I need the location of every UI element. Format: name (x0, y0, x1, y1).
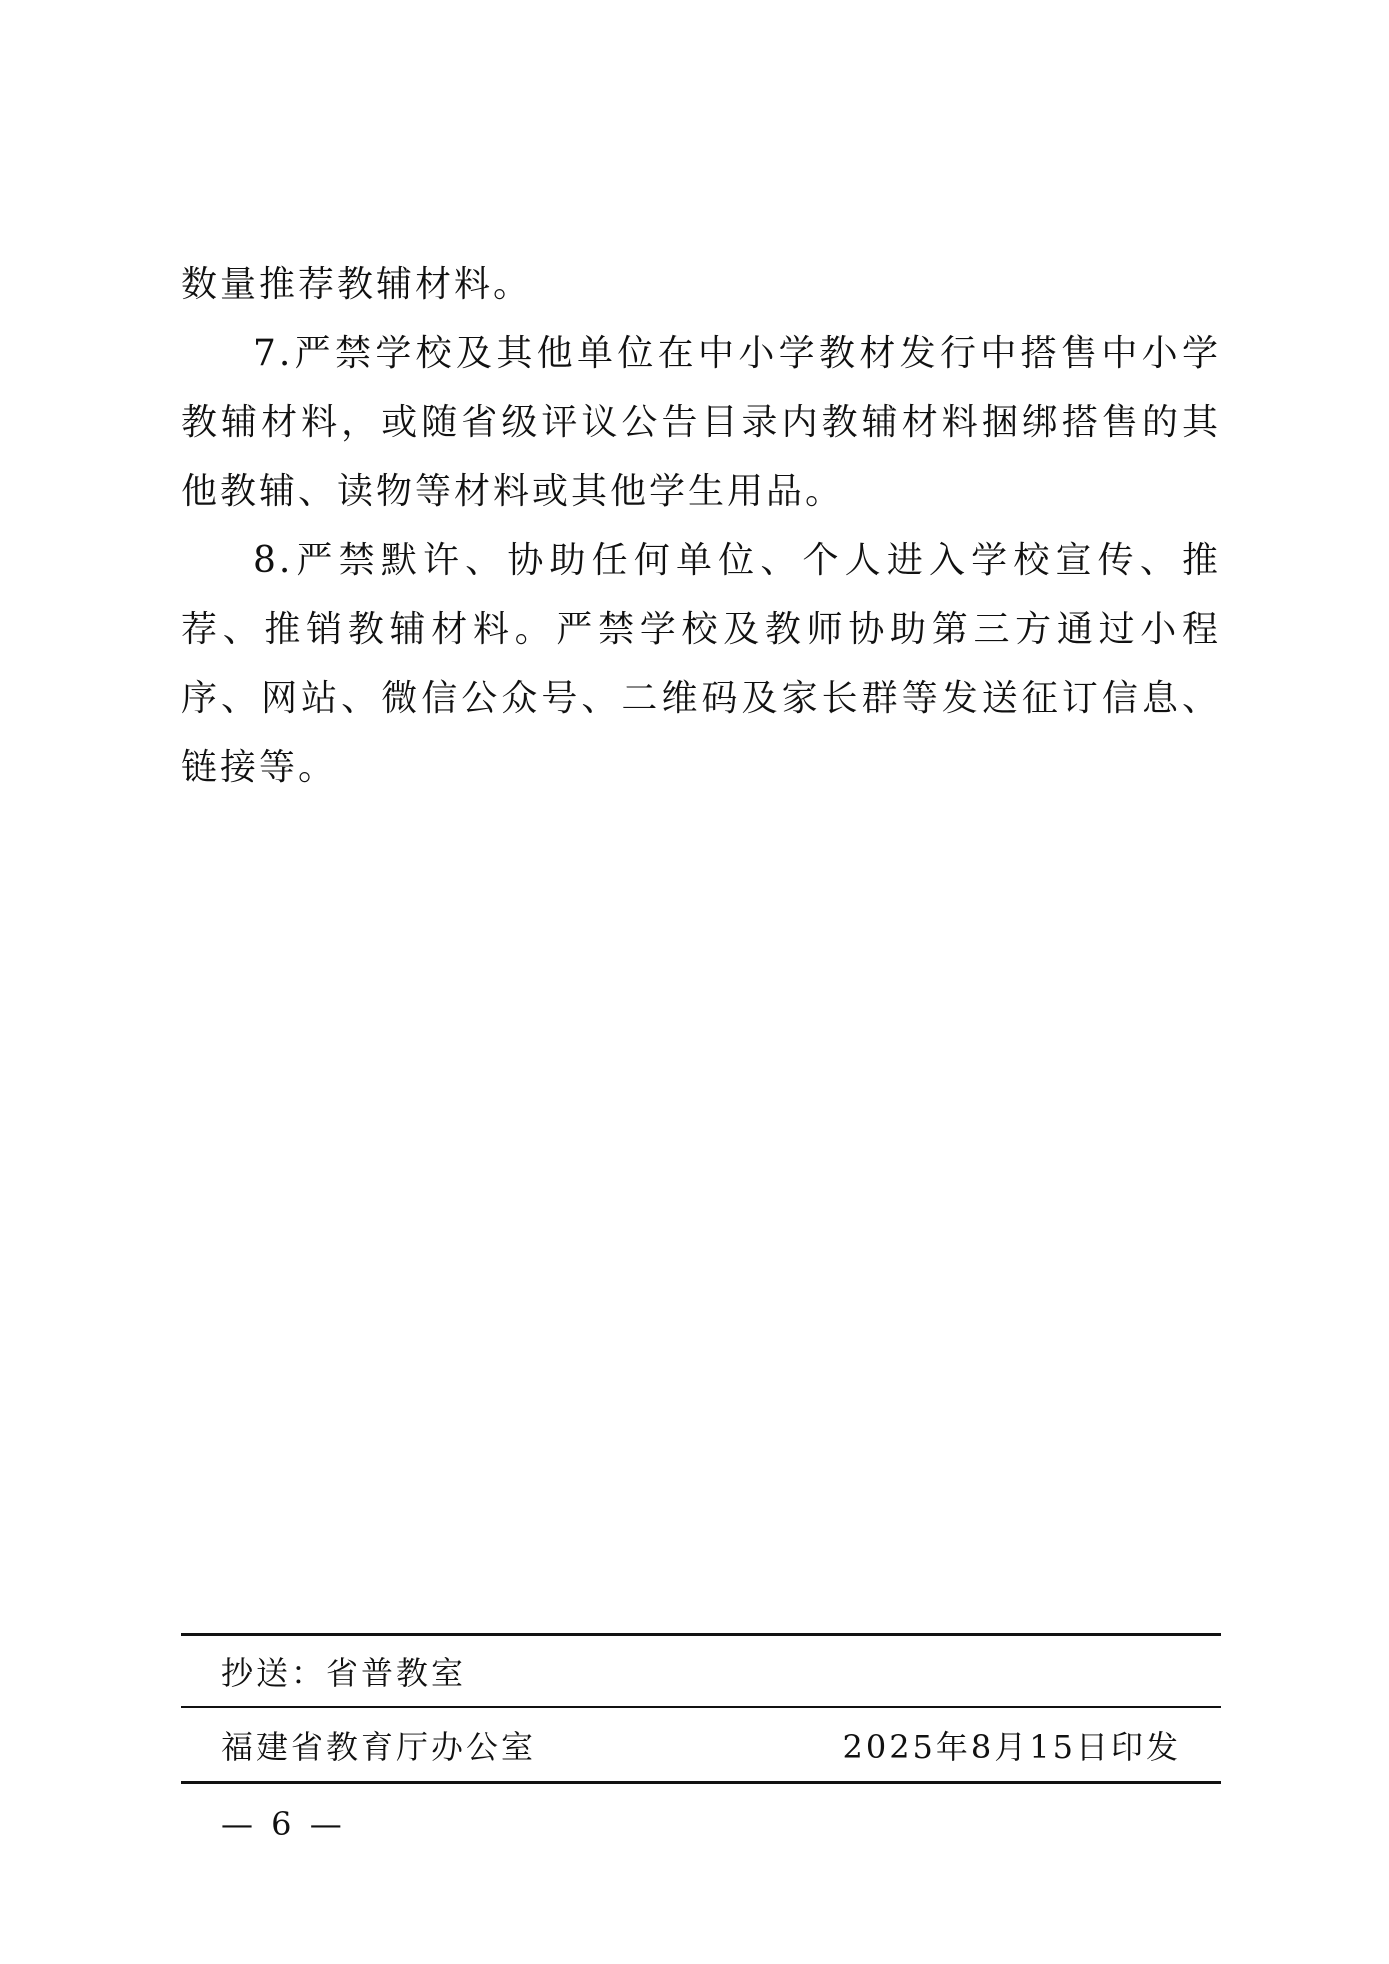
body-text (181, 250, 1221, 802)
issue-line (181, 1708, 1221, 1781)
issue-date-text: 2025年8月15日印发 (842, 1727, 1181, 1766)
item-7-paragraph: 7.严禁学校及其他单位在中小学教材发行中搭售中小学教辅材料，或随省级评议公告目录内教辅材料捆绑搭售的其他教辅、读物等材料或其他学生用品。 (181, 333, 1221, 512)
document-footer (181, 1633, 1221, 1784)
issuer-text: 福建省教育厅办公室 (221, 1727, 537, 1766)
item-8-paragraph: 8.严禁默许、协助任何单位、个人进入学校宣传、推荐、推销教辅材料。严禁学校及教师协助第三方通过小程序、网站、微信公众号、二维码及家长群等发送征订信息、链接等。 (181, 540, 1221, 788)
cc-text: 抄送：省普教室 (221, 1654, 467, 1692)
continuation-paragraph: 数量推荐教辅材料。 (181, 264, 533, 305)
cc-line (181, 1636, 1221, 1706)
page-number: — 6 — (221, 1805, 346, 1843)
footer-bottom-rule (181, 1781, 1221, 1784)
